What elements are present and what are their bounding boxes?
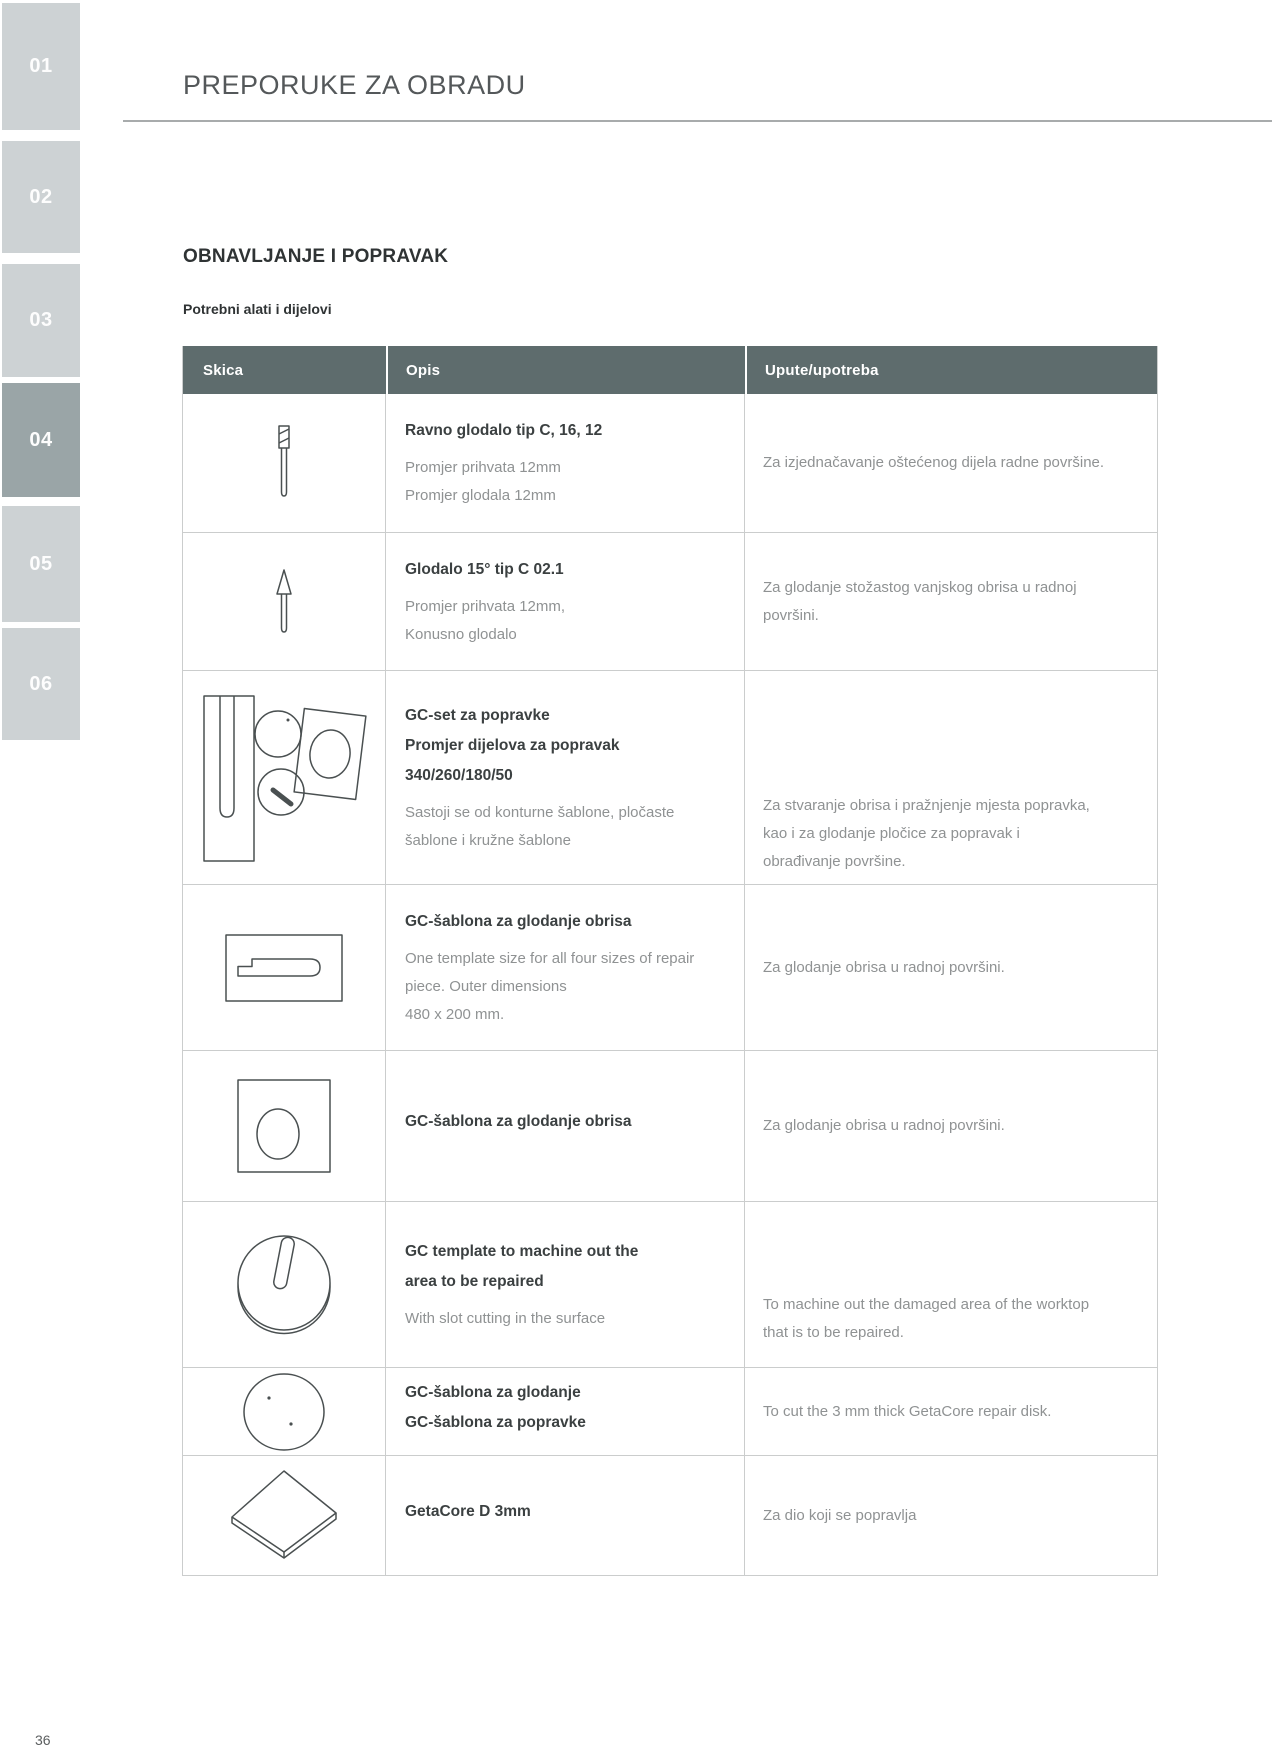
table-row: Glodalo 15° tip C 02.1 Promjer prihvata 12mm, Konusno glodalo Za glodanje stožastog vanjskog obrisa u radnoj površini. <box>183 533 1157 671</box>
tool-title: GetaCore D 3mm <box>405 1502 531 1520</box>
tool-title: GC-šablona za glodanje obrisa <box>405 912 632 930</box>
table-row: GC template to machine out the area to be repaired With slot cutting in the surface To machine out the damaged area of the worktop that is to be repaired. <box>183 1202 1157 1368</box>
column-header-opis: Opis <box>386 346 745 394</box>
table-header-row <box>183 346 1157 394</box>
slot-template-plate-icon <box>224 933 344 1003</box>
tool-usage: Za dio koji se popravlja <box>763 1506 917 1524</box>
table-row: GC-šablona za glodanje obrisa One template size for all four sizes of repair piece. Outer dimensions 480 x 200 mm. Za glodanje obrisa u radnoj površini. <box>183 885 1157 1051</box>
table-row: GC-set za popravke Promjer dijelova za popravak 340/260/180/50 Sastoji se od konturne šablone, pločaste šablone i kružne šablone Za stvaranje obrisa i pražnjenje mjesta popravka, kao i za glodanje pločice za popravak i obrađivanje površine. <box>183 671 1157 885</box>
table-row <box>183 1456 1157 1575</box>
tool-usage: Za glodanje obrisa u radnoj površini. <box>763 958 1005 976</box>
sidebar-tab-04-active[interactable]: 04 <box>2 383 80 497</box>
tools-table <box>182 346 1158 1576</box>
sidebar-tab-02[interactable]: 02 <box>2 141 80 253</box>
tool-desc: Promjer prihvata 12mm <box>405 459 561 476</box>
table-row: Ravno glodalo tip C, 16, 12 Promjer prihvata 12mm Promjer glodala 12mm Za izjednačavanje oštećenog dijela radne površine. <box>183 394 1157 533</box>
repair-template-set-icon <box>202 690 367 865</box>
straight-router-bit-icon <box>274 424 294 502</box>
tool-title: Glodalo 15° tip C 02.1 <box>405 560 564 578</box>
tool-title: GC-šablona za glodanje obrisa <box>405 1113 632 1130</box>
tool-usage: Za glodanje stožastog vanjskog obrisa u radnoj <box>763 578 1077 596</box>
sidebar-tab-03[interactable]: 03 <box>2 264 80 377</box>
tool-title: GC-set za popravke <box>405 706 550 724</box>
column-header-skica: Skica <box>203 361 244 379</box>
circle-template-plate-icon <box>236 1078 332 1174</box>
tool-usage: Za stvaranje obrisa i pražnjenje mjesta popravka, <box>763 797 1090 814</box>
sidebar-tab-01[interactable]: 01 <box>2 3 80 130</box>
getacore-panel-icon <box>228 1468 340 1564</box>
page-number: 36 <box>35 1732 51 1748</box>
tool-title: GC-šablona za glodanje <box>405 1383 581 1401</box>
tool-desc: Sastoji se od konturne šablone, pločaste <box>405 803 675 821</box>
tool-usage: Za izjednačavanje oštećenog dijela radne površine. <box>763 454 1105 471</box>
table-row <box>183 1051 1157 1202</box>
tool-desc: Promjer prihvata 12mm, <box>405 597 566 615</box>
page-title: PREPORUKE ZA OBRADU <box>183 70 526 100</box>
section-heading: OBNAVLJANJE I POPRAVAK <box>183 246 449 267</box>
tool-title: GC template to machine out the <box>405 1242 639 1260</box>
tool-usage: To machine out the damaged area of the worktop <box>763 1296 1090 1313</box>
repair-disk-template-icon <box>239 1372 329 1452</box>
cone-router-bit-icon <box>274 568 294 636</box>
title-divider <box>123 120 1272 122</box>
tool-usage: To cut the 3 mm thick GetaCore repair disk. <box>763 1402 1052 1420</box>
table-row: GC-šablona za glodanje GC-šablona za popravke To cut the 3 mm thick GetaCore repair disk. <box>183 1368 1157 1456</box>
tool-usage: Za glodanje obrisa u radnoj površini. <box>763 1117 1005 1134</box>
sidebar-tab-05[interactable]: 05 <box>2 506 80 622</box>
slotted-disc-template-icon <box>234 1233 334 1337</box>
tool-title: Ravno glodalo tip C, 16, 12 <box>405 422 603 439</box>
section-subheading: Potrebni alati i dijelovi <box>183 301 332 317</box>
sidebar-tab-06[interactable]: 06 <box>2 628 80 740</box>
tool-desc: With slot cutting in the surface <box>405 1309 606 1327</box>
column-header-upute: Upute/upotreba <box>745 346 1157 394</box>
tool-desc: One template size for all four sizes of repair <box>405 949 695 967</box>
